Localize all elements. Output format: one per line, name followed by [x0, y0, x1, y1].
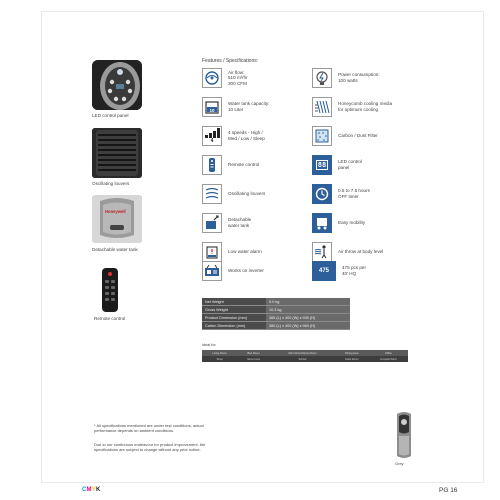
spec-label: Net Weight: [202, 298, 266, 306]
feature-louvers: [202, 184, 265, 204]
feature-low-water-text: Low water alarm: [228, 249, 262, 255]
ideal-value: Shop: [202, 356, 237, 362]
spec-row: [202, 306, 350, 314]
low-water-alarm-icon: [202, 242, 222, 262]
product-color-photo: [394, 410, 414, 465]
feature-air-flow-text: Air flow: 510 m³/hr 300 CFM: [228, 69, 248, 86]
feature-honeycomb: [312, 97, 392, 117]
features-heading: Features / Specifications:: [202, 58, 259, 64]
spec-value: 380 (L) x 400 (W) x 960 (H): [266, 322, 350, 330]
feature-led: [312, 155, 362, 175]
louvers-photo: [92, 128, 142, 178]
spec-label: Product Dimension (mm): [202, 314, 266, 322]
honeycomb-icon: [312, 97, 332, 117]
cmyk-m: M: [86, 487, 92, 493]
feature-filter: [312, 126, 378, 146]
ideal-value: School: [270, 356, 335, 362]
page-number: PG 16: [439, 487, 458, 494]
feature-container-text: 475 pcs per 40' HQ: [342, 265, 367, 276]
feature-container: [312, 261, 366, 281]
ideal-header: Living Room: [202, 350, 237, 356]
led-panel-caption: LED control panel: [92, 113, 129, 118]
spec-value: 9.0 kg: [266, 298, 350, 306]
brand-logo: Honeywell: [105, 209, 126, 214]
power-consumption-icon: [312, 68, 332, 88]
feature-detachable-tank-text: Detachable water tank: [228, 217, 252, 228]
inverter-icon: [202, 261, 222, 281]
oscillating-louvers-icon: [202, 184, 222, 204]
ideal-value: Show room: [237, 356, 270, 362]
color-label: Grey: [395, 461, 404, 466]
feature-honeycomb-text: Honeycomb cooling media for optimum cooling: [338, 101, 393, 112]
led-panel-photo: [92, 60, 142, 110]
feature-filter-text: Carbon / Dust Filter: [338, 133, 378, 139]
led-panel-icon: [312, 155, 332, 175]
feature-air-throw-text: Air throw at body level: [338, 249, 384, 255]
ideal-header: Bed Room: [237, 350, 270, 356]
container-badge: 475: [318, 268, 329, 274]
feature-speeds-text: 4 speeds - High / Med / Low / Sleep: [228, 130, 265, 141]
air-throw-icon: [312, 242, 332, 262]
feature-inverter: [202, 261, 264, 281]
feature-mobility: [312, 213, 365, 233]
mobility-icon: [312, 213, 332, 233]
feature-timer-text: 0.5 to 7.5 hours OFF timer: [338, 188, 370, 199]
feature-water-tank-text: Water tank capacity: 10 Liter: [228, 101, 270, 112]
water-tank-photo: [92, 195, 142, 243]
feature-timer: [312, 184, 370, 204]
feature-inverter-text: Works on inverter: [228, 268, 264, 274]
water-tank-icon: [202, 97, 222, 117]
spec-label: Gross Weight: [202, 306, 266, 314]
louvers-caption: Oscillating louvers: [92, 181, 130, 186]
feature-remote: [202, 155, 259, 175]
feature-air-throw: [312, 242, 383, 262]
remote-caption: Remote control: [94, 316, 126, 321]
feature-power-text: Power consumption: 100 watts: [338, 72, 380, 83]
spec-row: [202, 314, 350, 322]
ideal-value-row: [202, 356, 408, 362]
container-icon: [312, 261, 336, 281]
filter-icon: [312, 126, 332, 146]
test-conditions-note: * All specifications mentioned are under test conditions, actual performance depends on ambient conditions.: [94, 423, 204, 433]
feature-louvers-text: Oscillating louvers: [228, 191, 266, 197]
feature-remote-text: Remote control: [228, 162, 260, 168]
ideal-for-table: [202, 350, 408, 362]
cmyk-k: K: [95, 487, 101, 493]
cmyk-marks: [82, 487, 101, 493]
feature-detachable-tank: [202, 213, 251, 233]
feature-power: [312, 68, 380, 88]
speed-bars-icon: [202, 126, 222, 146]
feature-water-tank: [202, 97, 269, 117]
ideal-header: Dining Area: [335, 350, 369, 356]
feature-air-flow: [202, 68, 248, 88]
water-tank-caption: Detachable water tank: [92, 247, 138, 252]
specification-table: [202, 298, 350, 330]
cmyk-y: Y: [91, 487, 96, 493]
ideal-value: Hospital Ward: [369, 356, 408, 362]
spec-value: 365 (L) x 400 (W) x 930 (H): [266, 314, 350, 322]
remote-photo: [100, 268, 120, 317]
spec-label: Carton Dimension (mm): [202, 322, 266, 330]
feature-led-text: LED control panel: [338, 159, 363, 170]
water-tank-badge: 10: [209, 107, 215, 113]
detachable-tank-icon: [202, 213, 222, 233]
air-flow-icon: [202, 68, 222, 88]
spec-row: [202, 322, 350, 330]
timer-icon: [312, 184, 332, 204]
ideal-header: Office: [369, 350, 408, 356]
feature-low-water: [202, 242, 262, 262]
feature-mobility-text: Easy mobility: [338, 220, 366, 226]
spec-row: [202, 298, 350, 306]
feature-speeds: [202, 126, 265, 146]
speed-badge: 4: [210, 138, 214, 144]
spec-value: 10.3 kg: [266, 306, 350, 314]
remote-icon: [202, 155, 222, 175]
cmyk-c: C: [82, 487, 87, 493]
ideal-header: Kid's Room/Study Room: [270, 350, 335, 356]
ideal-for-label: Ideal for: [202, 343, 216, 347]
improvement-note: Due to our continuous endeavour for product improvement, the specifications are subject to change without any prior notice.: [94, 442, 206, 452]
ideal-value: Hotel Room: [335, 356, 369, 362]
led-badge: 88: [317, 161, 327, 169]
